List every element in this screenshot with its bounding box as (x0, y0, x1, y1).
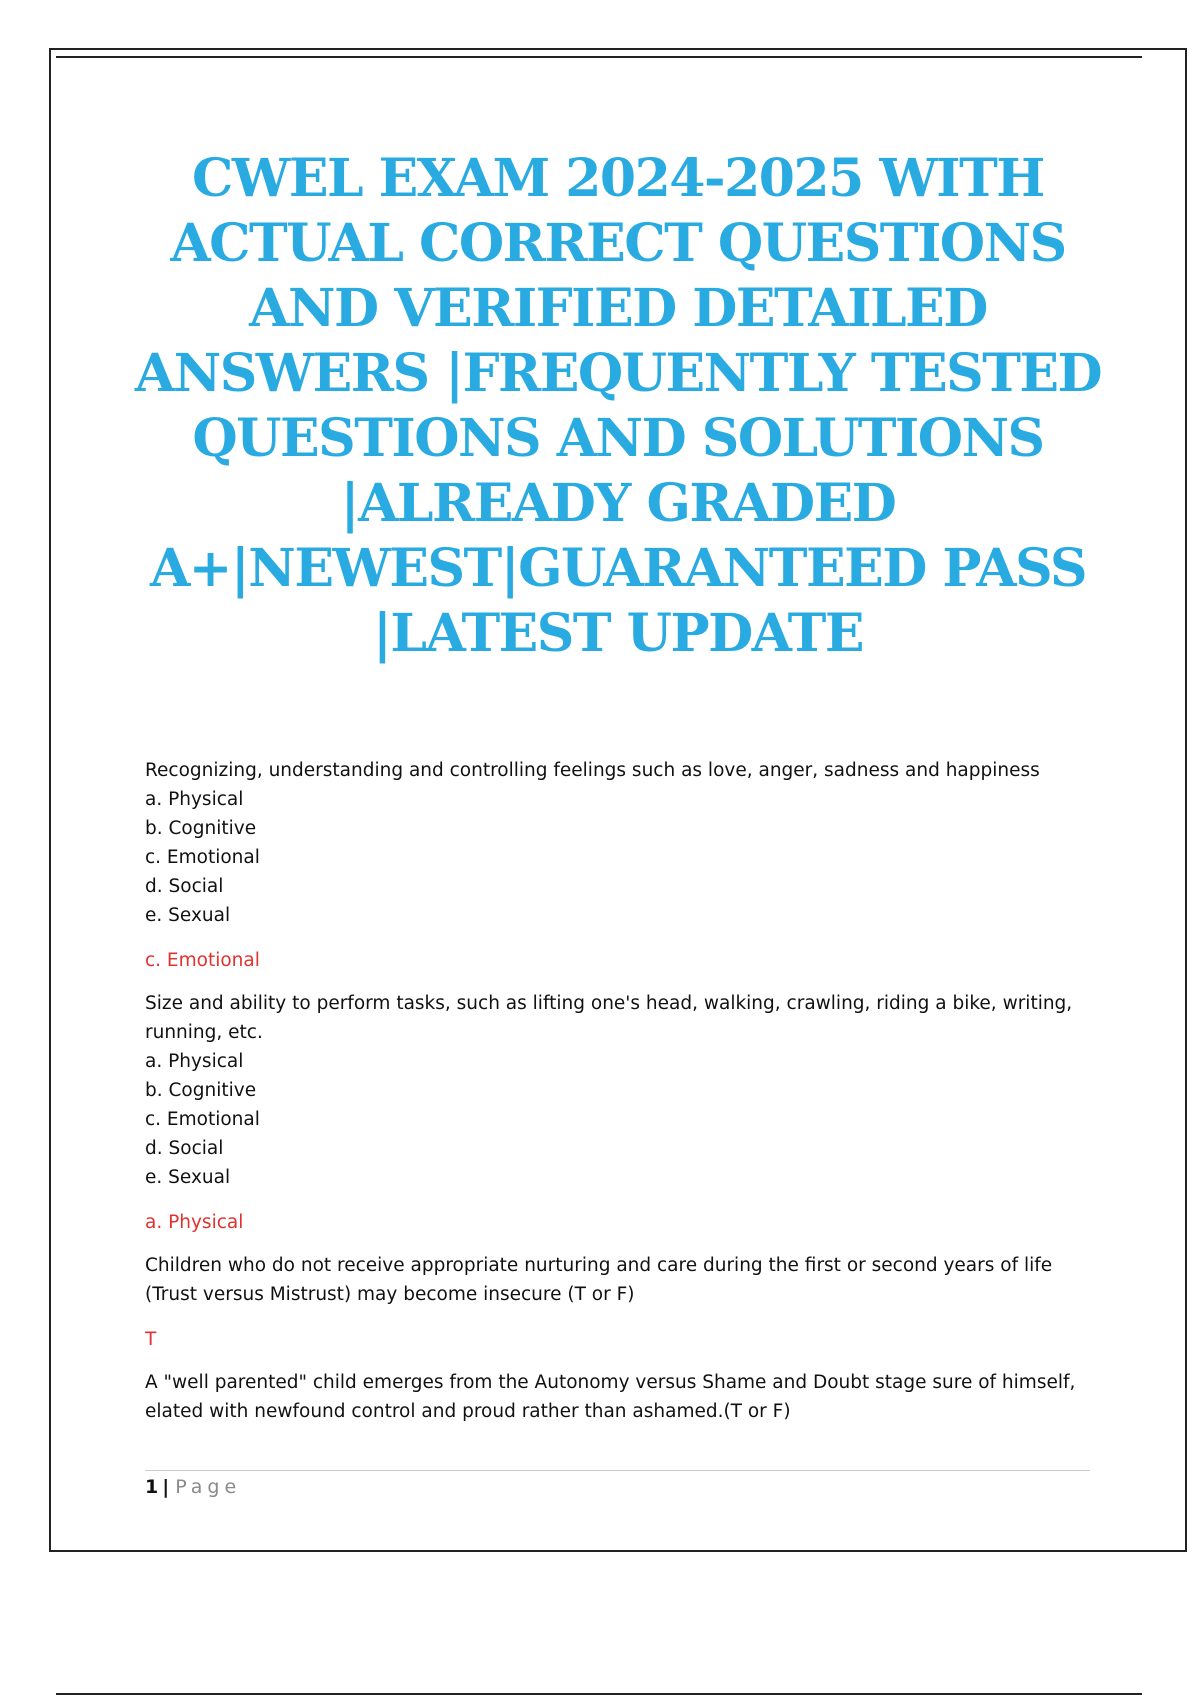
page-number: 1 (145, 1476, 159, 1498)
answer-text: c. Emotional (145, 950, 260, 971)
title-line: |LATEST UPDATE (372, 603, 864, 664)
option-list (145, 1047, 1105, 1192)
option-item: e. Sexual (145, 1167, 231, 1188)
title-line: ANSWERS |FREQUENTLY TESTED (134, 343, 1102, 404)
title-line: ACTUAL CORRECT QUESTIONS (170, 213, 1066, 274)
footer-separator: | (162, 1476, 170, 1498)
top-rule (56, 56, 1142, 58)
next-page-top-rule (56, 1693, 1142, 1695)
option-item: a. Physical (145, 789, 244, 810)
title-line: QUESTIONS AND SOLUTIONS (192, 408, 1044, 469)
question-block (145, 989, 1105, 1237)
title-line: |ALREADY GRADED (340, 473, 896, 534)
title-line: AND VERIFIED DETAILED (249, 278, 987, 339)
option-list (145, 785, 1105, 930)
question-block (145, 1368, 1105, 1426)
page-footer (145, 1474, 241, 1500)
question-block (145, 1251, 1105, 1354)
question-text: Size and ability to perform tasks, such as lifting one's head, walking, crawling, riding a bike, writing, running, etc. (145, 993, 1073, 1043)
footer-rule (145, 1470, 1090, 1471)
question-text: Children who do not receive appropriate nurturing and care during the first or second years of life (Trust versus Mistrust) may become insecure (T or F) (145, 1255, 1053, 1305)
question-block (145, 756, 1105, 975)
option-item: d. Social (145, 876, 224, 897)
answer-text: T (145, 1329, 157, 1350)
question-list (145, 756, 1105, 1426)
option-item: d. Social (145, 1138, 224, 1159)
option-item: b. Cognitive (145, 1080, 257, 1101)
document-title (130, 146, 1106, 666)
answer-text: a. Physical (145, 1212, 244, 1233)
option-item: c. Emotional (145, 1109, 260, 1130)
question-text: Recognizing, understanding and controlling feelings such as love, anger, sadness and happiness (145, 760, 1040, 781)
title-line: CWEL EXAM 2024-2025 WITH (192, 148, 1044, 209)
title-line: A+|NEWEST|GUARANTEED PASS (149, 538, 1087, 599)
page-label: Page (175, 1476, 242, 1498)
option-item: e. Sexual (145, 905, 231, 926)
option-item: b. Cognitive (145, 818, 257, 839)
question-text: A "well parented" child emerges from the Autonomy versus Shame and Doubt stage sure of himself, elated with newfound control and proud rather than ashamed.(T or F) (145, 1372, 1076, 1422)
option-item: a. Physical (145, 1051, 244, 1072)
option-item: c. Emotional (145, 847, 260, 868)
